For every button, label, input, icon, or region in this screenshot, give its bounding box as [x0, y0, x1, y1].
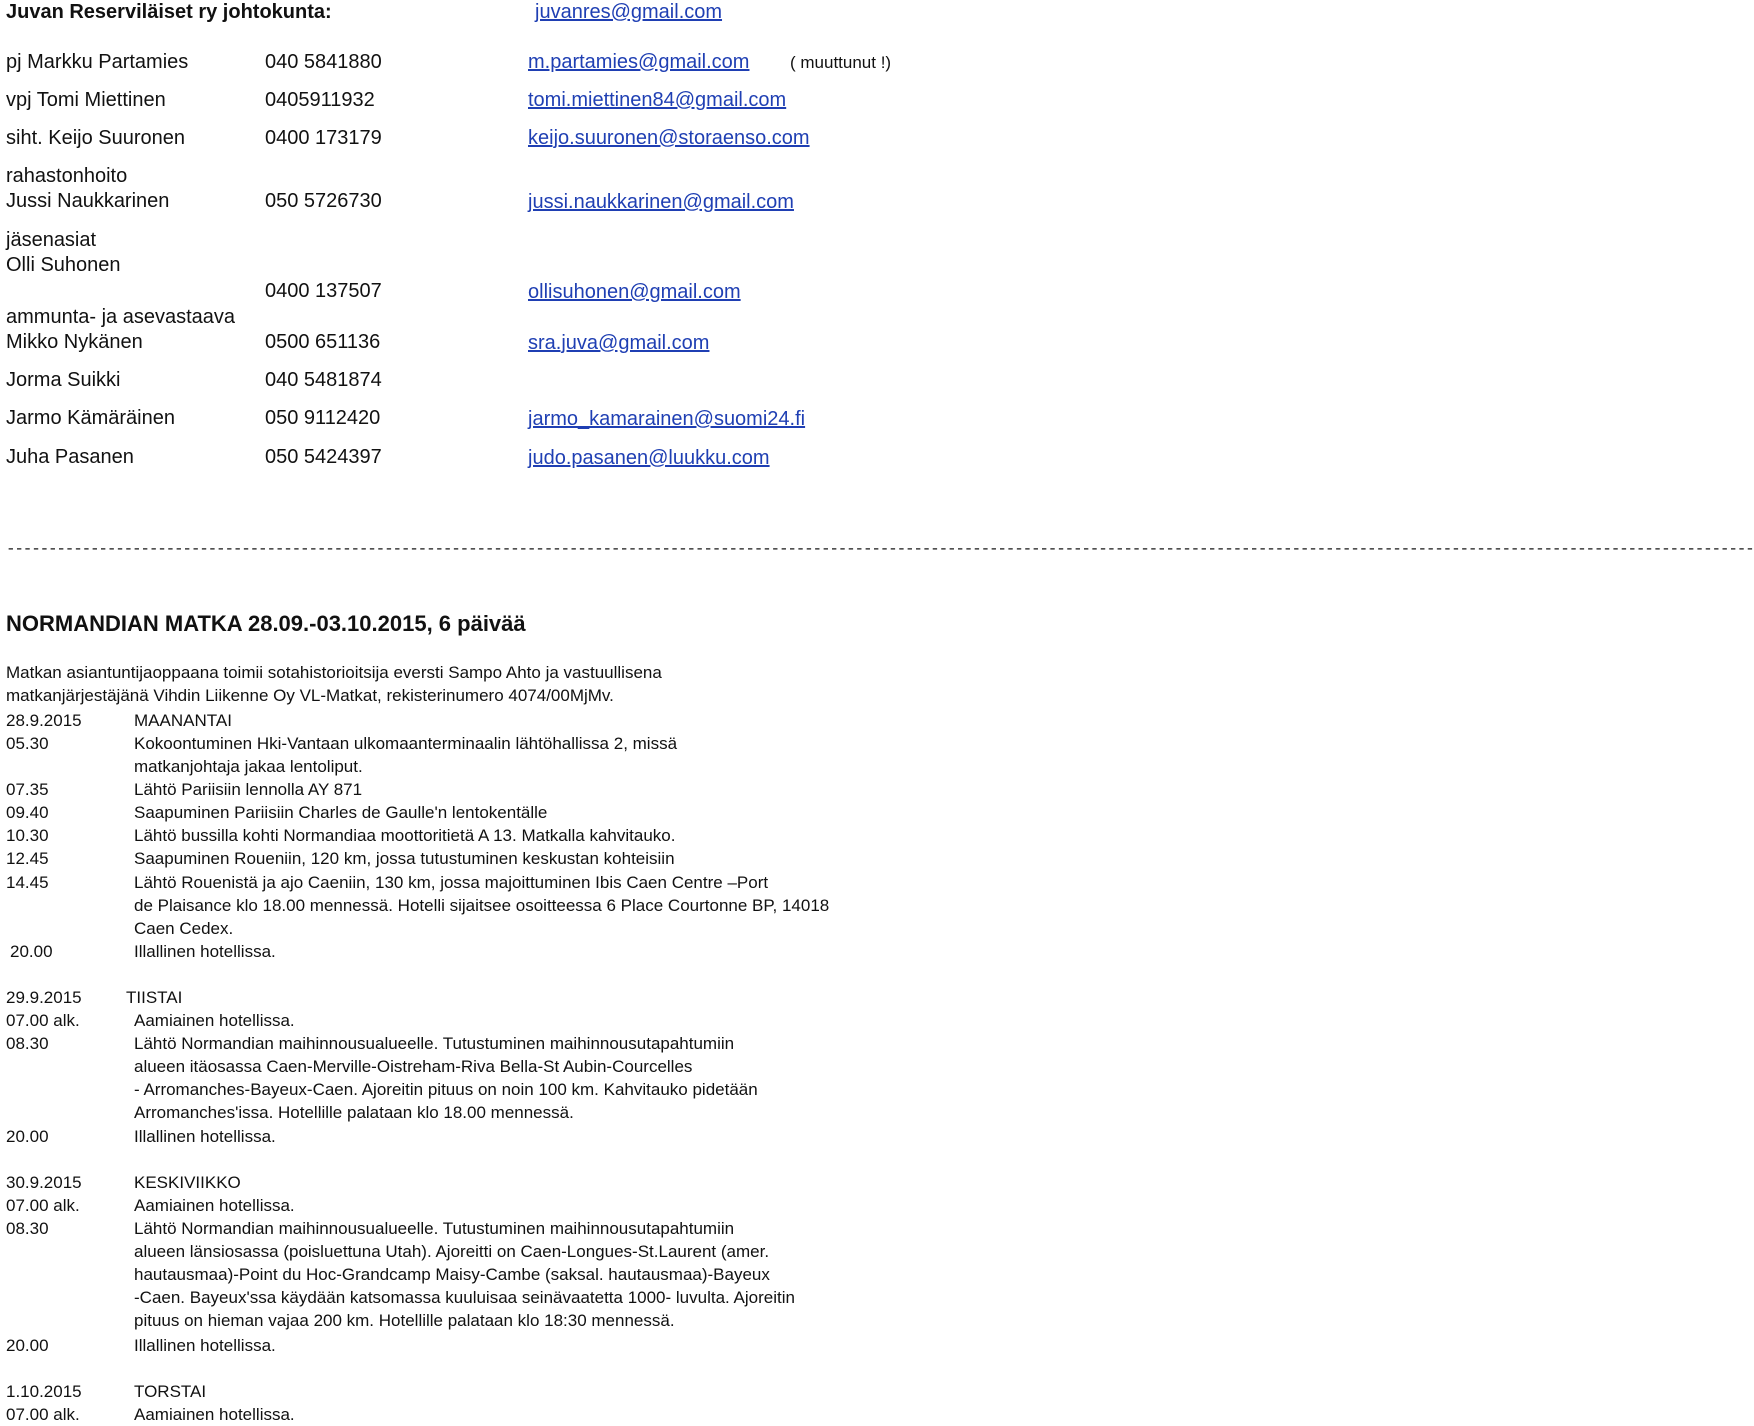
entry-line: matkanjohtaja jakaa lentoliput.: [134, 757, 363, 776]
contact-treasurer-role: rahastonhoito: [6, 165, 128, 187]
entry-time: 12.45: [6, 849, 49, 868]
contact-member-name: Jarmo Kämäräinen: [6, 407, 175, 429]
contact-member-name: Jorma Suikki: [6, 369, 121, 391]
contact-secretary-phone: 0400 173179: [265, 127, 382, 149]
contact-member-phone: 050 5424397: [265, 446, 382, 468]
entry-text: [134, 1125, 276, 1148]
contact-membership-email[interactable]: ollisuhonen@gmail.com: [528, 281, 741, 303]
entry-text: [134, 732, 677, 778]
contact-shooting-role: ammunta- ja asevastaava: [6, 306, 236, 328]
entry-time: 08.30: [6, 1219, 49, 1238]
day-weekday: TORSTAI: [134, 1382, 207, 1401]
entry-line: Illallinen hotellissa.: [134, 942, 276, 961]
entry-time: 08.30: [6, 1034, 49, 1053]
contact-shooting-email[interactable]: sra.juva@gmail.com: [528, 332, 710, 354]
entry-line: Illallinen hotellissa.: [134, 1336, 276, 1355]
contact-chair-name: pj Markku Partamies: [6, 51, 189, 73]
contact-treasurer-phone: 050 5726730: [265, 190, 382, 212]
entry-time: 09.40: [6, 803, 49, 822]
entry-text: [134, 1032, 758, 1124]
day-date: 30.9.2015: [6, 1173, 82, 1192]
day-date: 1.10.2015: [6, 1382, 82, 1401]
entry-text: [134, 940, 276, 963]
entry-time: 07.00 alk.: [6, 1405, 80, 1424]
entry-text: [134, 824, 675, 847]
entry-line: de Plaisance klo 18.00 mennessä. Hotelli sijaitsee osoitteessa 6 Place Courtonne BP, 14018: [134, 896, 830, 915]
entry-time: 14.45: [6, 873, 49, 892]
contact-shooting-phone: 0500 651136: [265, 331, 381, 353]
entry-time: 07.00 alk.: [6, 1011, 80, 1030]
day-weekday: MAANANTAI: [134, 711, 232, 730]
entry-text: [134, 1217, 795, 1332]
contact-vice-chair-phone: 0405911932: [265, 89, 375, 111]
contact-chair-phone: 040 5841880: [265, 51, 382, 73]
entry-time: 20.00: [6, 1336, 49, 1355]
entry-time: 10.30: [6, 826, 49, 845]
contact-membership-phone: 0400 137507: [265, 280, 382, 302]
entry-line: Lähtö Pariisiin lennolla AY 871: [134, 780, 363, 799]
entry-line: hautausmaa)-Point du Hoc-Grandcamp Maisy-Cambe (saksal. hautausmaa)-Bayeux: [134, 1265, 770, 1284]
entry-line: Illallinen hotellissa.: [134, 1127, 276, 1146]
entry-time: 20.00: [6, 1127, 49, 1146]
contact-member-phone: 040 5481874: [265, 369, 382, 391]
entry-line: Arromanches'issa. Hotellille palataan klo 18.00 mennessä.: [134, 1103, 574, 1122]
entry-line: alueen länsiosassa (poisluettuna Utah). Ajoreitti on Caen-Longues-St.Laurent (amer.: [134, 1242, 770, 1261]
day-date: 29.9.2015: [6, 988, 82, 1007]
entry-line: Lähtö Normandian maihinnousualueelle. Tutustuminen maihinnousutapahtumiin: [134, 1034, 735, 1053]
entry-line: Aamiainen hotellissa.: [134, 1405, 295, 1424]
entry-line: Aamiainen hotellissa.: [134, 1196, 295, 1215]
trip-title: NORMANDIAN MATKA 28.09.-03.10.2015, 6 päivää: [6, 611, 526, 636]
entry-line: pituus on hieman vajaa 200 km. Hotellille palataan klo 18:30 mennessä.: [134, 1311, 675, 1330]
entry-time: 07.00 alk.: [6, 1196, 80, 1215]
entry-text: [134, 778, 362, 801]
entry-text: [134, 871, 829, 940]
contact-treasurer-name: Jussi Naukkarinen: [6, 190, 170, 212]
day-date: 28.9.2015: [6, 711, 82, 730]
dashed-divider: ----------------------------------------------------------------------------------------------------------------------------------------------------------------------------------------------------------------: [6, 540, 1754, 558]
contact-member-name: Juha Pasanen: [6, 446, 134, 468]
entry-line: Lähtö bussilla kohti Normandiaa moottoritietä A 13. Matkalla kahvitauko.: [134, 826, 676, 845]
contact-secretary-name: siht. Keijo Suuronen: [6, 127, 186, 149]
contact-member-phone: 050 9112420: [265, 407, 381, 429]
entry-text: [134, 1403, 295, 1426]
contact-membership-role: jäsenasiat: [6, 229, 97, 251]
contact-member-email[interactable]: judo.pasanen@luukku.com: [528, 447, 770, 469]
entry-line: Lähtö Normandian maihinnousualueelle. Tutustuminen maihinnousutapahtumiin: [134, 1219, 735, 1238]
entry-line: Aamiainen hotellissa.: [134, 1011, 295, 1030]
contact-vice-chair-name: vpj Tomi Miettinen: [6, 89, 166, 111]
contact-treasurer-email[interactable]: jussi.naukkarinen@gmail.com: [528, 191, 794, 213]
board-title: Juvan Reserviläiset ry johtokunta:: [6, 1, 332, 23]
entry-time: 05.30: [6, 734, 49, 753]
contact-chair-email[interactable]: m.partamies@gmail.com: [528, 51, 750, 73]
entry-text: [134, 801, 547, 824]
entry-line: Saapuminen Pariisiin Charles de Gaulle'n lentokentälle: [134, 803, 548, 822]
entry-time: 07.35: [6, 780, 49, 799]
contact-shooting-name: Mikko Nykänen: [6, 331, 143, 353]
day-weekday: TIISTAI: [126, 988, 183, 1007]
entry-line: Saapuminen Roueniin, 120 km, jossa tutustuminen keskustan kohteisiin: [134, 849, 675, 868]
contact-secretary-email[interactable]: keijo.suuronen@storaenso.com: [528, 127, 810, 149]
trip-intro: [6, 662, 906, 707]
contact-vice-chair-email[interactable]: tomi.miettinen84@gmail.com: [528, 89, 787, 111]
entry-line: Caen Cedex.: [134, 919, 234, 938]
entry-text: [134, 1334, 276, 1357]
trip-intro-line: Matkan asiantuntijaoppaana toimii sotahistorioitsija eversti Sampo Ahto ja vastuullisena: [6, 663, 662, 682]
entry-time: 20.00: [10, 942, 53, 961]
day-weekday: KESKIVIIKKO: [134, 1173, 241, 1192]
entry-line: -Caen. Bayeux'ssa käydään katsomassa kuuluisaa seinävaatetta 1000- luvulta. Ajoreitin: [134, 1288, 795, 1307]
entry-line: Kokoontuminen Hki-Vantaan ulkomaanterminaalin lähtöhallissa 2, missä: [134, 734, 678, 753]
entry-text: [134, 1194, 295, 1217]
contact-membership-name: Olli Suhonen: [6, 254, 121, 276]
contact-chair-note: ( muuttunut !): [790, 53, 892, 72]
entry-text: [134, 847, 675, 870]
board-email-link[interactable]: juvanres@gmail.com: [535, 1, 723, 23]
contact-member-email[interactable]: jarmo_kamarainen@suomi24.fi: [528, 408, 806, 430]
entry-line: alueen itäosassa Caen-Merville-Oistreham-Riva Bella-St Aubin-Courcelles: [134, 1057, 693, 1076]
trip-intro-line: matkanjärjestäjänä Vihdin Liikenne Oy VL-Matkat, rekisterinumero 4074/00MjMv.: [6, 685, 614, 705]
entry-text: [134, 1009, 295, 1032]
entry-line: Lähtö Rouenistä ja ajo Caeniin, 130 km, jossa majoittuminen Ibis Caen Centre –Port: [134, 873, 769, 892]
entry-line: - Arromanches-Bayeux-Caen. Ajoreitin pituus on noin 100 km. Kahvitauko pidetään: [134, 1080, 758, 1099]
